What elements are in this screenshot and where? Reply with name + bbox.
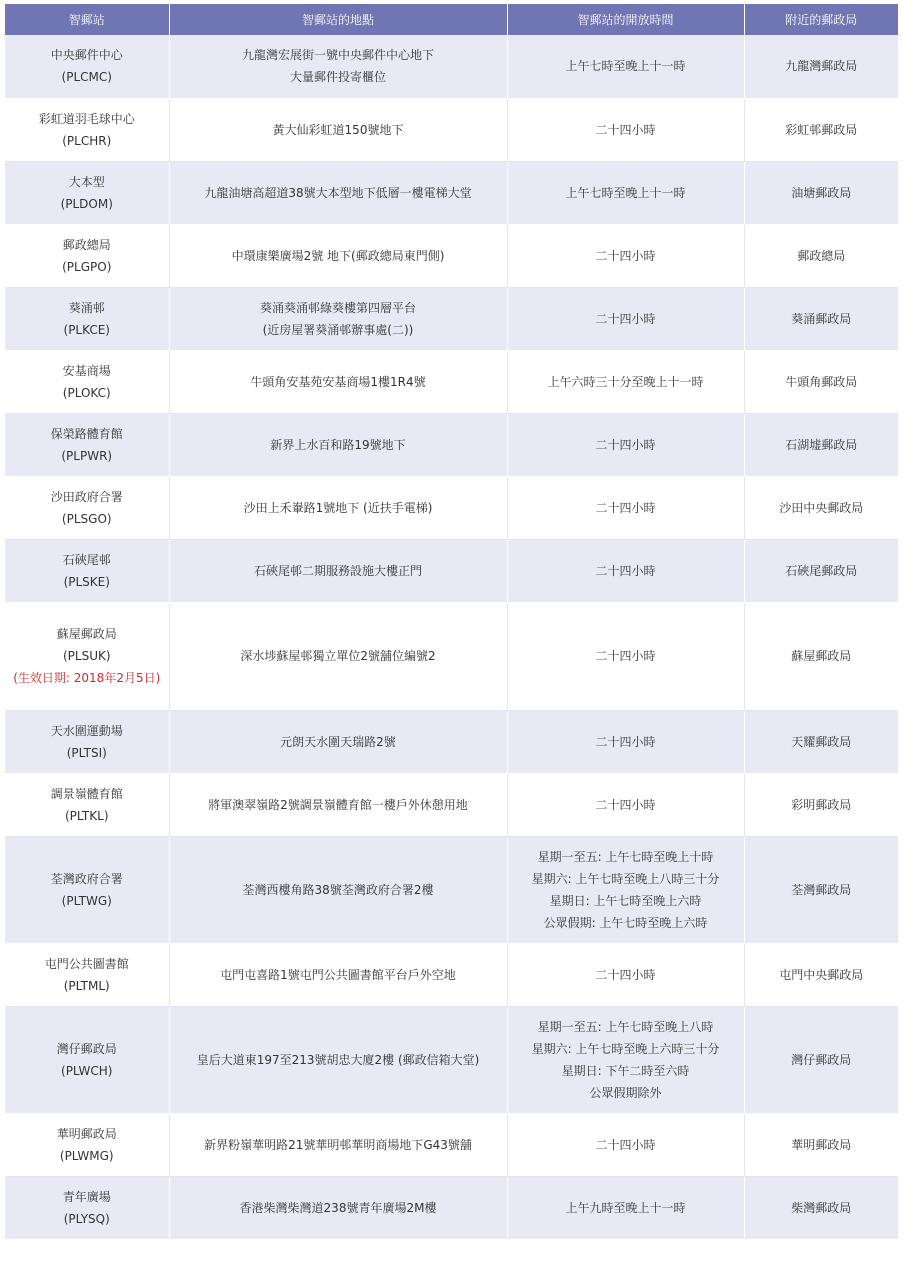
hours-line: 星期六: 上午七時至晚上六時三十分 [531, 1041, 720, 1056]
hours-line: 星期六: 上午七時至晚上八時三十分 [531, 871, 720, 886]
nearby-office-cell: 屯門中央郵政局 [744, 943, 898, 1006]
hours-line: 二十四小時 [595, 649, 656, 663]
address-line: (近房屋署葵涌邨辦事處(二)) [262, 322, 414, 337]
station-name: 沙田政府合署 [50, 489, 123, 504]
address-cell [169, 943, 507, 1006]
header-address: 智郵站的地點 [169, 4, 507, 35]
hours-line: 星期一至五: 上午七時至晚上十時 [537, 849, 714, 864]
station-cell [5, 98, 169, 161]
station-cell [5, 35, 169, 98]
station-code: (PLOKC) [62, 385, 111, 400]
table-row [5, 1113, 898, 1176]
hours-line: 二十四小時 [595, 248, 656, 263]
hours-cell [507, 773, 744, 836]
hours-line: 二十四小時 [595, 1137, 656, 1152]
table-row [5, 1176, 898, 1239]
address-cell [169, 710, 507, 773]
address-line: 九龍油塘高超道38號大本型地下低層一樓電梯大堂 [204, 185, 472, 200]
station-cell [5, 1113, 169, 1176]
station-code: (PLKCE) [63, 322, 110, 337]
header-nearby-office: 附近的郵政局 [744, 4, 898, 35]
effective-date-notice: (生效日期: 2018年2月5日) [13, 671, 161, 685]
address-cell [169, 476, 507, 539]
address-line: 九龍灣宏展街一號中央郵件中心地下 [241, 48, 434, 63]
hours-line: 二十四小時 [595, 563, 656, 578]
nearby-office-cell: 油塘郵政局 [744, 161, 898, 224]
hours-line: 上午七時至晚上十一時 [565, 59, 686, 74]
hours-cell [507, 350, 744, 413]
address-cell [169, 539, 507, 602]
nearby-office-cell: 石硤尾郵政局 [744, 539, 898, 602]
table-row [5, 1006, 898, 1113]
hours-line: 二十四小時 [595, 500, 656, 515]
station-cell [5, 773, 169, 836]
hours-cell [507, 287, 744, 350]
station-name: 屯門公共圖書館 [44, 956, 129, 971]
station-name: 葵涌邨 [68, 300, 105, 315]
address-cell [169, 287, 507, 350]
hours-cell [507, 1006, 744, 1113]
hours-line: 二十四小時 [595, 797, 656, 812]
station-name: 郵政總局 [62, 237, 111, 252]
address-cell [169, 1113, 507, 1176]
address-line: 牛頭角安基苑安基商場1樓1R4號 [250, 374, 426, 389]
hours-line: 二十四小時 [595, 967, 656, 982]
nearby-office-cell: 沙田中央郵政局 [744, 476, 898, 539]
hours-cell [507, 224, 744, 287]
table-row [5, 710, 898, 773]
table-row [5, 35, 898, 98]
hours-line: 上午七時至晚上十一時 [565, 185, 686, 200]
hours-line: 星期一至五: 上午七時至晚上八時 [537, 1019, 714, 1034]
address-cell [169, 224, 507, 287]
address-line: 香港柴灣柴灣道238號青年廣場2M樓 [239, 1200, 437, 1215]
address-line: 荃灣西樓角路38號荃灣政府合署2樓 [242, 882, 434, 897]
station-name: 天水圍運動場 [50, 723, 123, 738]
hours-line: 公眾假期除外 [589, 1085, 662, 1100]
hours-cell [507, 539, 744, 602]
table-row [5, 602, 898, 710]
address-cell [169, 1006, 507, 1113]
nearby-office-cell: 荃灣郵政局 [744, 836, 898, 943]
hours-cell [507, 1176, 744, 1239]
address-cell [169, 836, 507, 943]
station-code: (PLTML) [63, 978, 110, 993]
header-row [5, 4, 898, 35]
hours-cell [507, 161, 744, 224]
address-line: 深水埗蘇屋邨獨立單位2號舖位編號2 [240, 649, 436, 663]
hours-cell [507, 943, 744, 1006]
hours-cell [507, 35, 744, 98]
station-cell [5, 287, 169, 350]
station-cell [5, 943, 169, 1006]
station-cell [5, 413, 169, 476]
hours-line: 二十四小時 [595, 122, 656, 137]
nearby-office-cell: 天耀郵政局 [744, 710, 898, 773]
nearby-office-cell: 蘇屋郵政局 [744, 602, 898, 710]
nearby-office-cell: 彩明郵政局 [744, 773, 898, 836]
hours-cell [507, 602, 744, 710]
address-line: 將軍澳翠嶺路2號調景嶺體育館一樓戶外休憩用地 [208, 797, 468, 812]
hours-cell [507, 98, 744, 161]
station-cell [5, 476, 169, 539]
hours-line: 二十四小時 [595, 311, 656, 326]
station-code: (PLWCH) [61, 1063, 113, 1078]
station-name: 荃灣政府合署 [50, 871, 123, 886]
station-code: (PLTSI) [66, 745, 107, 760]
station-cell [5, 539, 169, 602]
address-line: 葵涌葵涌邨綠葵樓第四層平台 [259, 300, 416, 315]
address-cell [169, 413, 507, 476]
station-code: (PLCMC) [61, 70, 112, 85]
hours-line: 二十四小時 [595, 734, 656, 749]
station-name: 大本型 [68, 174, 105, 189]
station-name: 華明郵政局 [56, 1126, 117, 1141]
nearby-office-cell: 九龍灣郵政局 [744, 35, 898, 98]
station-code: (PLYSQ) [63, 1211, 110, 1226]
address-line: 沙田上禾輋路1號地下 (近扶手電梯) [243, 500, 433, 515]
address-cell [169, 350, 507, 413]
table-row [5, 98, 898, 161]
hours-line: 上午六時三十分至晚上十一時 [547, 374, 704, 389]
table-row [5, 476, 898, 539]
station-cell [5, 161, 169, 224]
station-cell [5, 224, 169, 287]
station-code: (PLGPO) [62, 259, 112, 274]
nearby-office-cell: 柴灣郵政局 [744, 1176, 898, 1239]
address-line: 新界上水百和路19號地下 [270, 437, 406, 452]
nearby-office-cell: 華明郵政局 [744, 1113, 898, 1176]
address-line: 中環康樂廣場2號 地下(郵政總局東門側) [231, 248, 445, 263]
hours-line: 上午九時至晚上十一時 [565, 1200, 686, 1215]
table-body [5, 35, 898, 1239]
header-station: 智郵站 [5, 4, 169, 35]
station-cell [5, 836, 169, 943]
station-name: 灣仔郵政局 [56, 1041, 117, 1056]
nearby-office-cell: 灣仔郵政局 [744, 1006, 898, 1113]
hours-cell [507, 413, 744, 476]
station-cell [5, 602, 169, 710]
table-row [5, 287, 898, 350]
hours-cell [507, 476, 744, 539]
table-row [5, 224, 898, 287]
table-row [5, 836, 898, 943]
station-code: (PLWMG) [59, 1148, 114, 1163]
address-line: 屯門屯喜路1號屯門公共圖書館平台戶外空地 [220, 967, 456, 982]
address-line: 黃大仙彩虹道150號地下 [272, 122, 404, 137]
nearby-office-cell: 葵涌郵政局 [744, 287, 898, 350]
station-name: 保榮路體育館 [50, 426, 123, 441]
table-row [5, 350, 898, 413]
address-line: 大量郵件投寄櫃位 [289, 70, 386, 85]
station-name: 調景嶺體育館 [50, 786, 123, 801]
address-cell [169, 35, 507, 98]
table-row [5, 773, 898, 836]
address-line: 皇后大道東197至213號胡忠大廈2樓 (郵政信箱大堂) [196, 1052, 480, 1067]
hours-cell [507, 710, 744, 773]
address-line: 新界粉嶺華明路21號華明邨華明商場地下G43號舖 [204, 1137, 472, 1152]
address-line: 元朗天水圍天瑞路2號 [280, 734, 396, 749]
station-name: 彩虹道羽毛球中心 [38, 111, 135, 126]
station-code: (PLSUK) [62, 649, 111, 663]
nearby-office-cell: 彩虹邨郵政局 [744, 98, 898, 161]
table-row [5, 539, 898, 602]
hours-line: 星期日: 上午七時至晚上六時 [549, 893, 702, 908]
station-code: (PLDOM) [60, 196, 113, 211]
station-cell [5, 710, 169, 773]
hours-line: 二十四小時 [595, 437, 656, 452]
station-cell [5, 1176, 169, 1239]
station-name: 中央郵件中心 [50, 48, 123, 63]
station-name: 青年廣場 [62, 1189, 111, 1204]
address-cell [169, 98, 507, 161]
station-name: 石硤尾邨 [62, 552, 111, 567]
station-cell [5, 1006, 169, 1113]
station-code: (PLSKE) [63, 574, 110, 589]
nearby-office-cell: 石湖墟郵政局 [744, 413, 898, 476]
station-code: (PLCHR) [62, 133, 112, 148]
station-code: (PLTKL) [64, 808, 109, 823]
address-cell [169, 602, 507, 710]
station-name: 安基商場 [62, 363, 111, 378]
header-hours: 智郵站的開放時間 [507, 4, 744, 35]
hours-cell [507, 836, 744, 943]
table-header [5, 4, 898, 35]
nearby-office-cell: 郵政總局 [744, 224, 898, 287]
station-code: (PLSGO) [61, 511, 112, 526]
hours-line: 公眾假期: 上午七時至晚上六時 [543, 915, 708, 930]
nearby-office-cell: 牛頭角郵政局 [744, 350, 898, 413]
table-row [5, 161, 898, 224]
address-cell [169, 1176, 507, 1239]
hours-line: 星期日: 下午二時至六時 [561, 1063, 690, 1078]
table-row [5, 943, 898, 1006]
hours-cell [507, 1113, 744, 1176]
station-name: 蘇屋郵政局 [56, 627, 117, 641]
table-row [5, 413, 898, 476]
address-cell [169, 773, 507, 836]
ilocker-table [5, 4, 898, 1240]
station-cell [5, 350, 169, 413]
station-code: (PLTWG) [61, 893, 112, 908]
station-code: (PLPWR) [61, 448, 113, 463]
address-cell [169, 161, 507, 224]
address-line: 石硤尾邨二期服務設施大樓正門 [253, 563, 422, 578]
